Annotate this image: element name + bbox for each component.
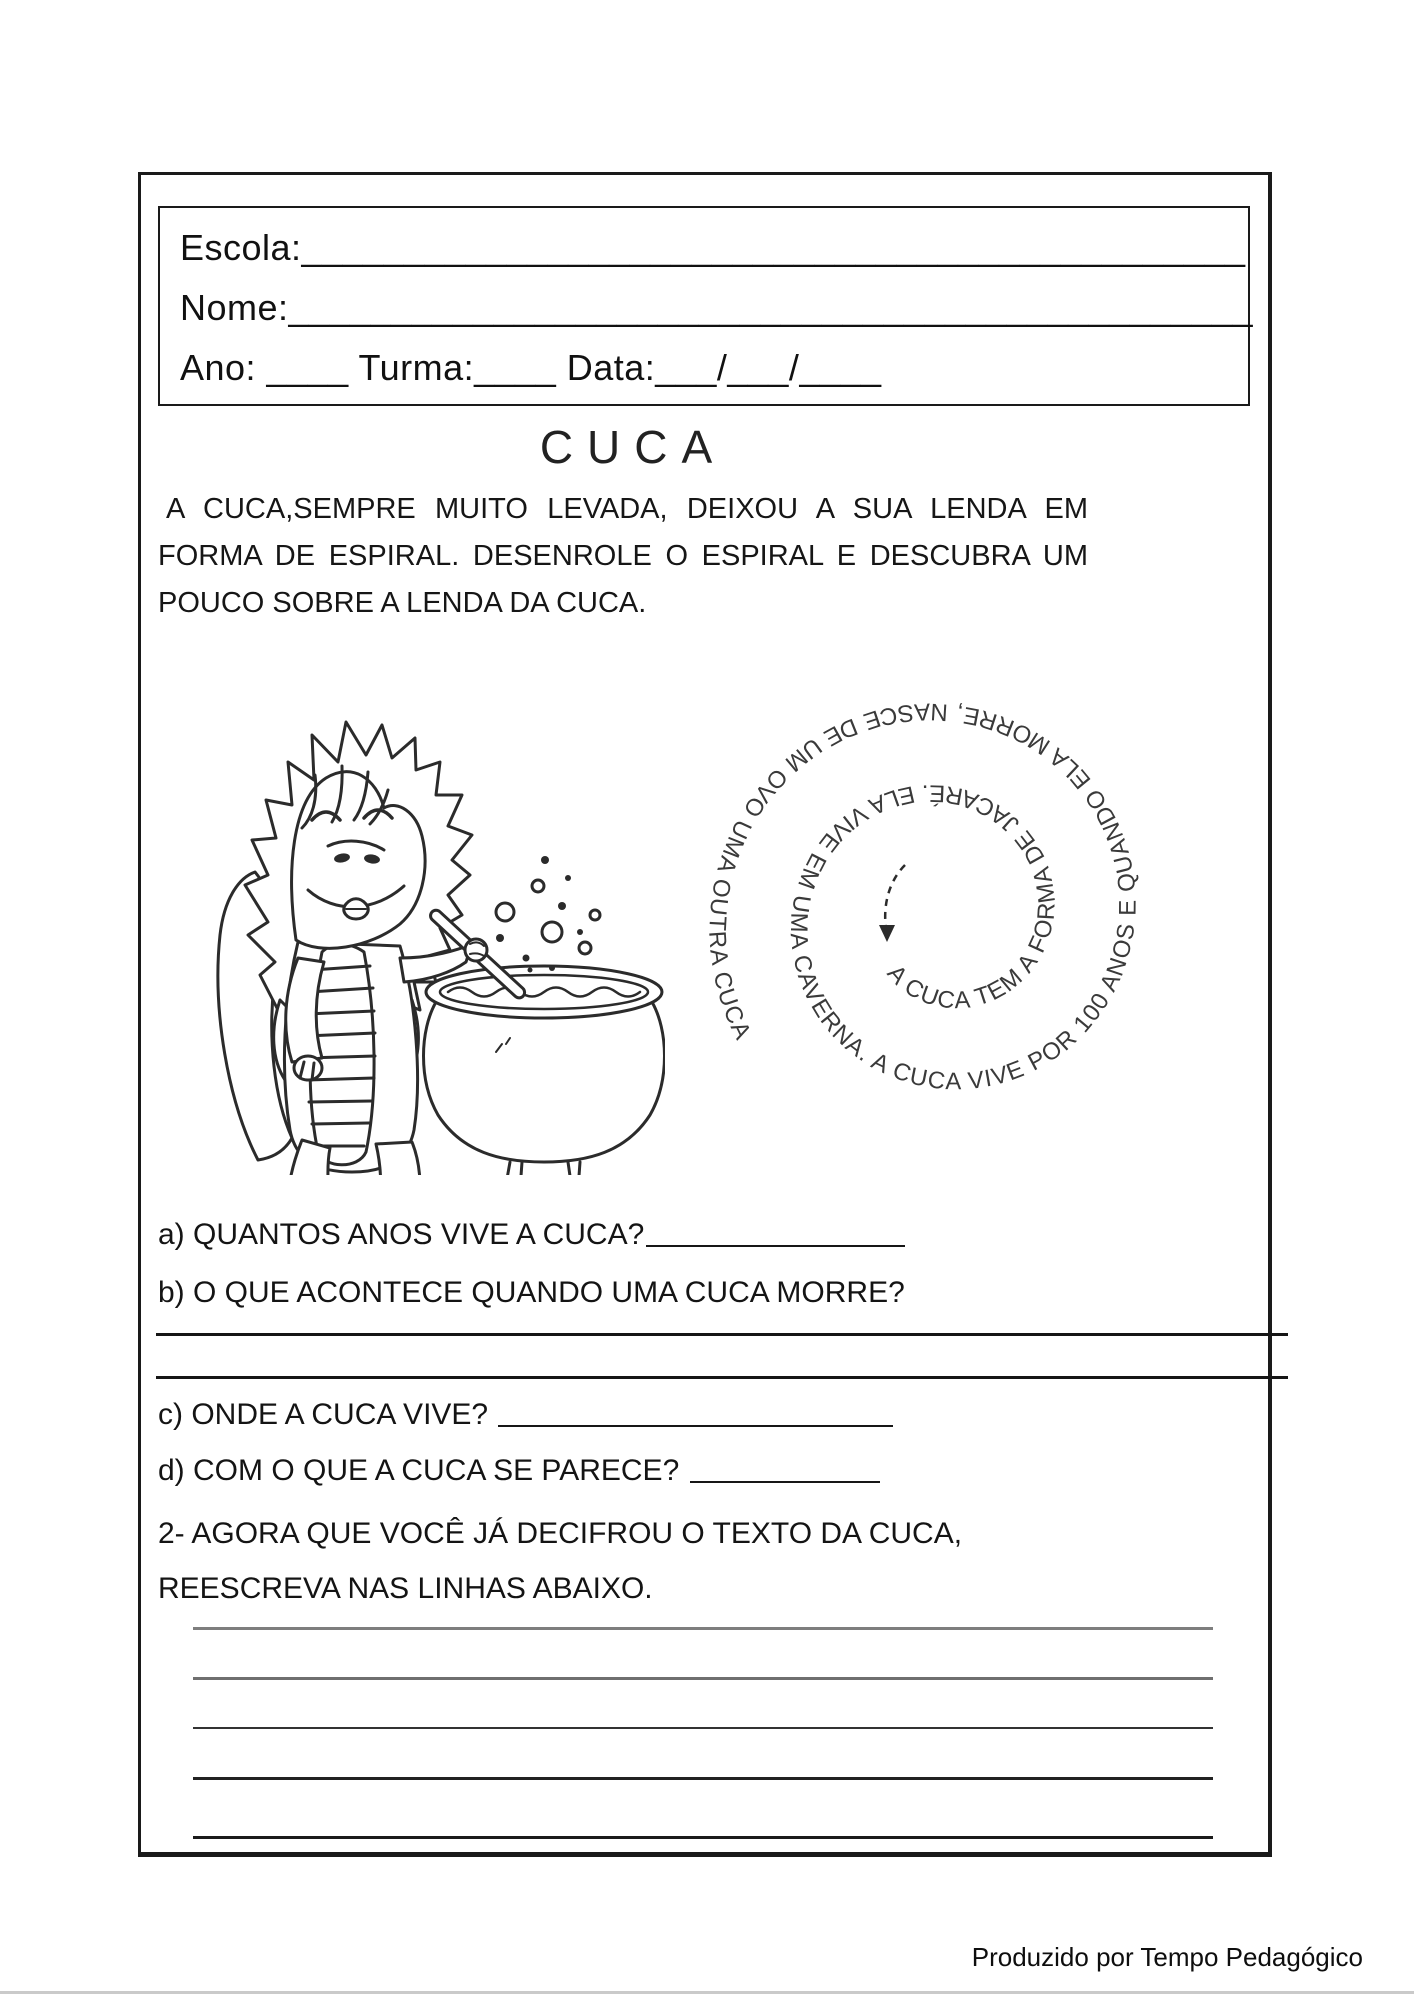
spiral-start-arrow-icon [879,865,905,942]
question-d [158,1454,880,1488]
writing-line-3 [193,1727,1213,1729]
footer-credit: Produzido por Tempo Pedagógico [971,1942,1363,1972]
answer-line-b2 [156,1376,1288,1379]
writing-line-4 [193,1777,1213,1780]
question-d-text: d) COM O QUE A CUCA SE PARECE? [158,1454,688,1487]
bottom-divider [0,1991,1414,1994]
answer-line-c [498,1425,893,1427]
cuca-right-leg [376,1142,420,1175]
question-b [158,1276,1088,1310]
bubbles [496,856,600,973]
cauldron-body [424,1002,665,1162]
question-b-text: b) O QUE ACONTECE QUANDO UMA CUCA MORRE? [158,1276,905,1309]
spiral-legend [673,662,1213,1182]
answer-line-d [690,1481,880,1483]
instruction-paragraph: A CUCA,SEMPRE MUITO LEVADA, DEIXOU A SUA LENDA EM FORMA DE ESPIRAL. DESENROLE O ESPIRAL E DESCUBRA UM POUCO SOBRE A LENDA DA CUCA. [158,493,1088,619]
question-a-text: a) QUANTOS ANOS VIVE A CUCA? [158,1218,645,1251]
writing-line-1 [193,1627,1213,1630]
writing-line-2 [193,1677,1213,1680]
cuca-illustration [200,700,665,1175]
question-c-text: c) ONDE A CUCA VIVE? [158,1398,497,1431]
question-c [158,1398,893,1432]
task-2-instruction: 2- AGORA QUE VOCÊ JÁ DECIFROU O TEXTO DA CUCA, REESCREVA NAS LINHAS ABAIXO. [158,1517,963,1605]
cauldron [424,966,665,1175]
answer-line-a [646,1245,905,1247]
question-a [158,1218,905,1252]
spiral-text: A CUCA TEM A FORMA DE JACARÉ. ELA VIVE EM UMA CAVERNA. A CUCA VIVE POR 100 ANOS E QUANDO ELA MORRE, NASCE DE UM OVO UMA OUTRA CUCA [703,697,1142,1096]
cuca-left-hand [294,1056,322,1080]
answer-line-b1 [156,1333,1288,1336]
writing-line-5 [193,1836,1213,1839]
year-class-date-line: Ano: ____ Turma:____ Data:___/___/____ [180,347,882,388]
student-info-box [158,206,1254,406]
name-field-line: Nome:_______________________________________________ [180,287,1254,328]
cauldron-left-foot [496,1162,526,1175]
school-field-line: Escola:______________________________________________ [180,227,1246,268]
cauldron-right-foot [562,1162,592,1175]
page-title: CUCA [539,421,727,473]
